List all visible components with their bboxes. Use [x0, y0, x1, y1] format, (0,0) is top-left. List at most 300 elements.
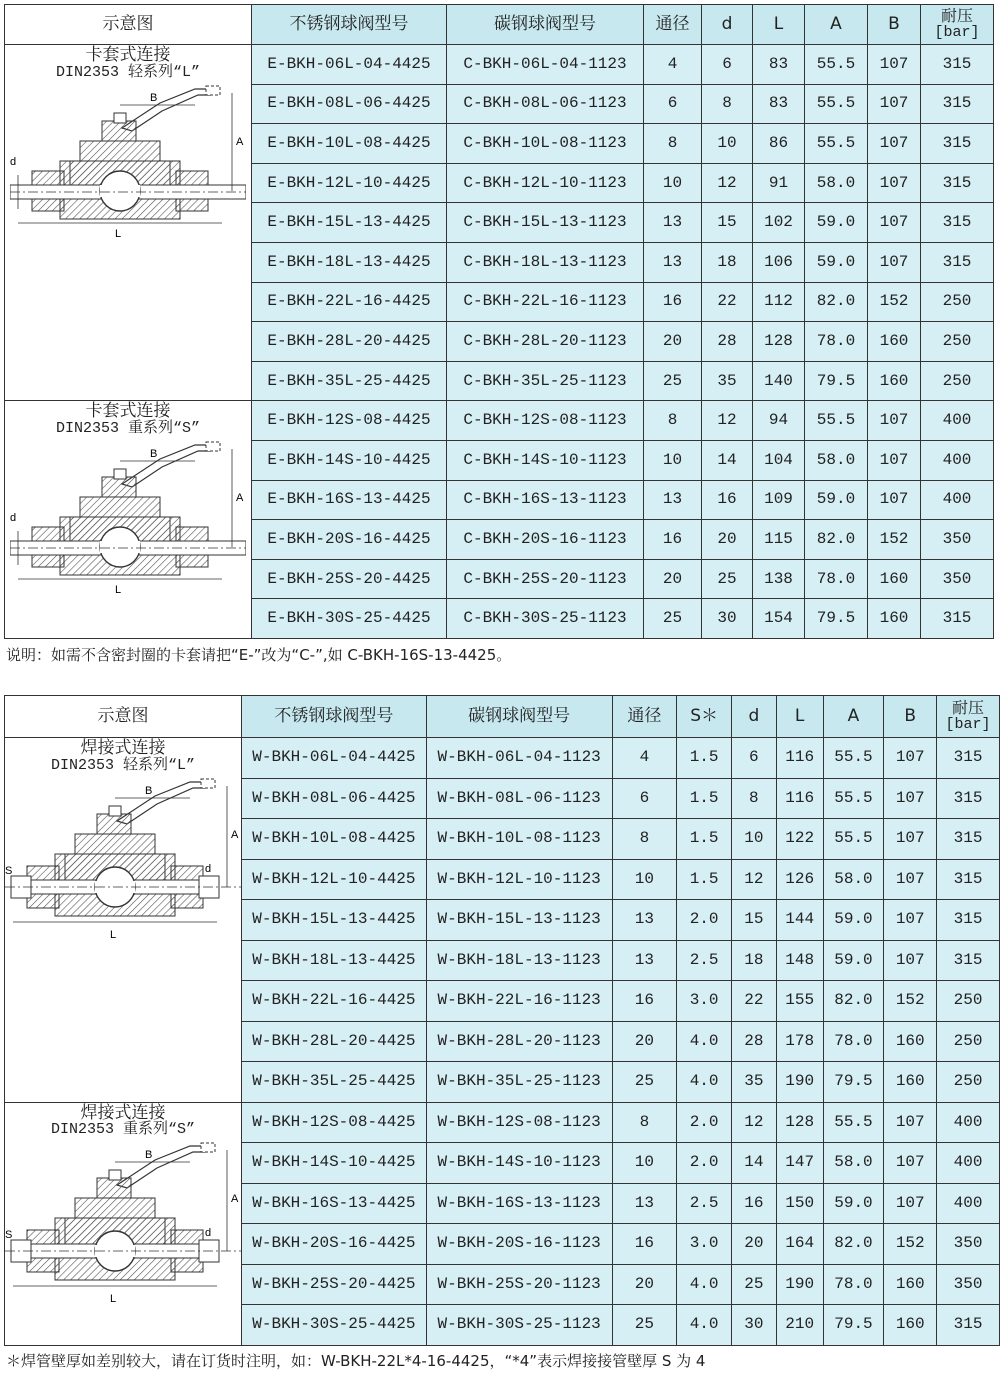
series-subtitle: DIN2353 重系列“S”	[50, 1121, 196, 1139]
table-cell: 152	[868, 282, 921, 322]
table-cell: 13	[612, 1183, 677, 1224]
table-cell: 107	[884, 859, 937, 900]
table-cell: W-BKH-14S-10-1123	[426, 1143, 612, 1184]
table-cell: C-BKH-35L-25-1123	[447, 361, 644, 401]
table-cell: 82.0	[805, 282, 868, 322]
header-d: d	[731, 696, 776, 738]
table-cell: 154	[753, 599, 805, 639]
table-cell: 59.0	[805, 203, 868, 243]
table-cell: 107	[868, 242, 921, 282]
table-cell: 55.5	[823, 819, 884, 860]
table-cell: C-BKH-12L-10-1123	[447, 163, 644, 203]
table-cell: E-BKH-30S-25-4425	[252, 599, 447, 639]
table-cell: 8	[731, 778, 776, 819]
valve-section-drawing	[5, 1140, 241, 1310]
header-figure: 示意图	[5, 5, 252, 45]
table-cell: W-BKH-08L-06-1123	[426, 778, 612, 819]
table-cell: 190	[776, 1062, 823, 1103]
table-cell: 107	[868, 401, 921, 441]
table-cell: 107	[868, 45, 921, 85]
table-cell: 14	[702, 440, 753, 480]
table-cell: 6	[731, 738, 776, 779]
table-cell: 155	[776, 981, 823, 1022]
table-cell: 55.5	[823, 738, 884, 779]
table-cell: 25	[702, 559, 753, 599]
table-cell: 78.0	[823, 1264, 884, 1305]
table-cell: 28	[702, 322, 753, 362]
table-cell: 22	[702, 282, 753, 322]
header-d: d	[702, 5, 753, 45]
table-cell: C-BKH-25S-20-1123	[447, 559, 644, 599]
table-cell: 55.5	[805, 84, 868, 124]
table-cell: 20	[644, 559, 702, 599]
table-cell: 25	[612, 1062, 677, 1103]
table-cell: 79.5	[805, 361, 868, 401]
table-cell: 78.0	[805, 559, 868, 599]
table-cell: W-BKH-06L-04-1123	[426, 738, 612, 779]
header-pressure	[937, 696, 1000, 738]
table-cell: W-BKH-12L-10-1123	[426, 859, 612, 900]
table-cell: 79.5	[823, 1062, 884, 1103]
table-cell: 25	[644, 599, 702, 639]
table-cell: 2.5	[677, 1183, 732, 1224]
table-cell: 82.0	[823, 1224, 884, 1265]
table-cell: E-BKH-15L-13-4425	[252, 203, 447, 243]
table-cell: E-BKH-10L-08-4425	[252, 124, 447, 164]
table-cell: 18	[731, 940, 776, 981]
table-cell: 315	[937, 900, 1000, 941]
table-cell: 107	[884, 1183, 937, 1224]
table-cell: C-BKH-06L-04-1123	[447, 45, 644, 85]
table-cell: 2.0	[677, 1143, 732, 1184]
dim-label-a: A	[231, 828, 239, 841]
dim-label-b: B	[150, 91, 158, 104]
table-cell: 315	[921, 84, 994, 124]
table-cell: W-BKH-30S-25-1123	[426, 1305, 612, 1346]
dim-label-s: S	[5, 1229, 13, 1242]
table-cell: C-BKH-16S-13-1123	[447, 480, 644, 520]
table-cell: 400	[937, 1143, 1000, 1184]
table-cell: 12	[702, 401, 753, 441]
header-l: L	[753, 5, 805, 45]
table-row	[5, 401, 994, 441]
table-cell: E-BKH-22L-16-4425	[252, 282, 447, 322]
table-cell: 400	[921, 480, 994, 520]
table-cell: 83	[753, 84, 805, 124]
table-cell: 160	[884, 1062, 937, 1103]
table-cell: 107	[884, 1102, 937, 1143]
table-cell: 13	[644, 480, 702, 520]
table-cell: 82.0	[805, 520, 868, 560]
header-carbon-model: 碳钢球阀型号	[426, 696, 612, 738]
table-cell: C-BKH-14S-10-1123	[447, 440, 644, 480]
table-row	[5, 1102, 1000, 1143]
dim-label-a: A	[236, 135, 244, 148]
table-cell: 55.5	[805, 401, 868, 441]
dim-label-b: B	[150, 447, 158, 460]
table-cell: 58.0	[823, 859, 884, 900]
table-cell: 178	[776, 1021, 823, 1062]
table-cell: 15	[731, 900, 776, 941]
table-cell: W-BKH-35L-25-4425	[242, 1062, 427, 1103]
table-cell: 86	[753, 124, 805, 164]
table-cell: 12	[731, 859, 776, 900]
table-cell: 1.5	[677, 738, 732, 779]
table-cell: 94	[753, 401, 805, 441]
valve-section-drawing	[10, 83, 246, 243]
table-cell: W-BKH-08L-06-4425	[242, 778, 427, 819]
table-cell: W-BKH-30S-25-4425	[242, 1305, 427, 1346]
table-cell: 116	[776, 778, 823, 819]
table-cell: 16	[612, 981, 677, 1022]
table-cell: 10	[702, 124, 753, 164]
table-cell: 152	[884, 1224, 937, 1265]
dim-label-l: L	[110, 1293, 117, 1306]
header-l: L	[776, 696, 823, 738]
table-cell: 160	[884, 1021, 937, 1062]
table-cell: 20	[702, 520, 753, 560]
table-cell: W-BKH-35L-25-1123	[426, 1062, 612, 1103]
table-cell: 16	[612, 1224, 677, 1265]
table1-note: 说明：如需不含密封圈的卡套请把“E-”改为“C-”,如 C-BKH-16S-13-4425。	[6, 646, 512, 664]
table-cell: 315	[921, 242, 994, 282]
table-cell: 25	[731, 1264, 776, 1305]
table-cell: 400	[921, 401, 994, 441]
table-cell: 8	[612, 819, 677, 860]
table-cell: 4.0	[677, 1305, 732, 1346]
table-cell: W-BKH-12S-08-1123	[426, 1102, 612, 1143]
table-cell: 107	[868, 163, 921, 203]
table-cell: 4	[612, 738, 677, 779]
table-cell: 107	[868, 84, 921, 124]
table-cell: 78.0	[805, 322, 868, 362]
table-header-row	[5, 696, 1000, 738]
table-cell: 128	[776, 1102, 823, 1143]
table-cell: W-BKH-28L-20-1123	[426, 1021, 612, 1062]
table-cell: 13	[612, 940, 677, 981]
connection-type-title: 卡套式连接	[85, 401, 171, 422]
connection-type-title: 焊接式连接	[80, 738, 166, 758]
table-cell: 106	[753, 242, 805, 282]
dim-label-b: B	[145, 784, 153, 797]
table-cell: E-BKH-18L-13-4425	[252, 242, 447, 282]
table-cell: C-BKH-28L-20-1123	[447, 322, 644, 362]
table-cell: C-BKH-22L-16-1123	[447, 282, 644, 322]
table-cell: 4.0	[677, 1021, 732, 1062]
table-cell: 107	[868, 480, 921, 520]
header-pressure	[921, 5, 994, 45]
table-cell: 250	[937, 1021, 1000, 1062]
table-cell: C-BKH-08L-06-1123	[447, 84, 644, 124]
table-cell: 160	[868, 599, 921, 639]
dim-label-l: L	[115, 583, 122, 596]
table-cell: 315	[937, 738, 1000, 779]
table-cell: 4	[644, 45, 702, 85]
table-cell: 1.5	[677, 778, 732, 819]
weld-ball-valve-table	[4, 695, 1000, 1346]
table-cell: 59.0	[805, 480, 868, 520]
table-cell: 20	[731, 1224, 776, 1265]
table-cell: 58.0	[805, 440, 868, 480]
table-cell: 140	[753, 361, 805, 401]
table-cell: 250	[921, 282, 994, 322]
table-cell: 116	[776, 738, 823, 779]
table-cell: 152	[868, 520, 921, 560]
header-stainless-model: 不锈钢球阀型号	[252, 5, 447, 45]
table-cell: W-BKH-06L-04-4425	[242, 738, 427, 779]
table-cell: 79.5	[823, 1305, 884, 1346]
table-cell: 18	[702, 242, 753, 282]
table-cell: 2.0	[677, 900, 732, 941]
series-subtitle: DIN2353 轻系列“L”	[50, 756, 196, 774]
table-cell: 350	[937, 1224, 1000, 1265]
table-cell: C-BKH-20S-16-1123	[447, 520, 644, 560]
header-bore: 通径	[612, 696, 677, 738]
table-cell: 55.5	[823, 1102, 884, 1143]
schematic-cell	[5, 738, 242, 1103]
table-cell: E-BKH-28L-20-4425	[252, 322, 447, 362]
table-cell: 315	[921, 45, 994, 85]
table-cell: W-BKH-25S-20-4425	[242, 1264, 427, 1305]
table-cell: W-BKH-12S-08-4425	[242, 1102, 427, 1143]
valve-section-drawing	[5, 776, 241, 946]
table-cell: E-BKH-20S-16-4425	[252, 520, 447, 560]
table-cell: 128	[753, 322, 805, 362]
table-cell: E-BKH-08L-06-4425	[252, 84, 447, 124]
table-cell: 126	[776, 859, 823, 900]
table-cell: 82.0	[823, 981, 884, 1022]
table-cell: 250	[921, 322, 994, 362]
table-cell: W-BKH-22L-16-1123	[426, 981, 612, 1022]
table-cell: 400	[937, 1183, 1000, 1224]
table-cell: E-BKH-12S-08-4425	[252, 401, 447, 441]
table-cell: 400	[921, 440, 994, 480]
table-cell: 147	[776, 1143, 823, 1184]
table-cell: 28	[731, 1021, 776, 1062]
table-cell: 315	[921, 124, 994, 164]
table-cell: 78.0	[823, 1021, 884, 1062]
table-cell: 115	[753, 520, 805, 560]
table-cell: 12	[731, 1102, 776, 1143]
table-cell: 13	[644, 242, 702, 282]
table-cell: 3.0	[677, 981, 732, 1022]
table-cell: W-BKH-18L-13-1123	[426, 940, 612, 981]
dim-label-d: d	[205, 1227, 212, 1240]
table-cell: 1.5	[677, 859, 732, 900]
table-cell: 2.0	[677, 1102, 732, 1143]
table-cell: 102	[753, 203, 805, 243]
table-cell: W-BKH-15L-13-1123	[426, 900, 612, 941]
table-cell: W-BKH-12L-10-4425	[242, 859, 427, 900]
table-cell: 10	[612, 859, 677, 900]
dim-label-l: L	[115, 227, 122, 240]
table-cell: 107	[884, 819, 937, 860]
header-bore: 通径	[644, 5, 702, 45]
table-cell: 150	[776, 1183, 823, 1224]
table-cell: 20	[612, 1021, 677, 1062]
table-cell: 250	[937, 1062, 1000, 1103]
connection-type-title: 卡套式连接	[85, 45, 171, 65]
table-cell: 107	[868, 440, 921, 480]
table-cell: W-BKH-14S-10-4425	[242, 1143, 427, 1184]
table-cell: W-BKH-10L-08-4425	[242, 819, 427, 860]
table-header-row	[5, 5, 994, 45]
header-pressure-label: 耐压	[952, 698, 985, 718]
table-cell: 35	[702, 361, 753, 401]
table-cell: 16	[644, 520, 702, 560]
dim-label-l: L	[110, 928, 117, 941]
table-cell: 10	[731, 819, 776, 860]
table-cell: W-BKH-28L-20-4425	[242, 1021, 427, 1062]
table-cell: 20	[612, 1264, 677, 1305]
table2-note: ＊焊管壁厚如差别较大，请在订货时注明，如：W-BKH-22L*4-16-4425，“*4”表示焊接接管壁厚 S 为 4	[6, 1352, 706, 1370]
table-cell: 55.5	[823, 778, 884, 819]
table-cell: 16	[731, 1183, 776, 1224]
header-a: A	[823, 696, 884, 738]
table-cell: W-BKH-18L-13-4425	[242, 940, 427, 981]
table-cell: E-BKH-12L-10-4425	[252, 163, 447, 203]
dim-label-a: A	[236, 491, 244, 504]
dim-label-d: d	[10, 511, 17, 524]
header-carbon-model: 碳钢球阀型号	[447, 5, 644, 45]
compression-ball-valve-table	[4, 4, 994, 639]
table-cell: 59.0	[823, 1183, 884, 1224]
table-cell: 107	[884, 1143, 937, 1184]
table-cell: 107	[884, 778, 937, 819]
table-cell: W-BKH-20S-16-4425	[242, 1224, 427, 1265]
valve-section-drawing	[10, 439, 246, 599]
table-cell: 16	[702, 480, 753, 520]
table-cell: W-BKH-16S-13-4425	[242, 1183, 427, 1224]
table-cell: 160	[868, 322, 921, 362]
header-a: A	[805, 5, 868, 45]
table-cell: 350	[937, 1264, 1000, 1305]
dim-label-b: B	[145, 1149, 153, 1162]
table-cell: 315	[921, 203, 994, 243]
table-cell: 160	[884, 1264, 937, 1305]
header-figure: 示意图	[5, 696, 242, 738]
table-cell: E-BKH-14S-10-4425	[252, 440, 447, 480]
table-cell: 160	[868, 559, 921, 599]
table-cell: 107	[868, 203, 921, 243]
table-cell: 315	[937, 778, 1000, 819]
table-cell: 4.0	[677, 1264, 732, 1305]
table-cell: 59.0	[805, 242, 868, 282]
table-cell: 25	[612, 1305, 677, 1346]
table-cell: 59.0	[823, 900, 884, 941]
table-cell: 315	[937, 1305, 1000, 1346]
table-cell: 164	[776, 1224, 823, 1265]
table-cell: 91	[753, 163, 805, 203]
table-cell: 8	[644, 401, 702, 441]
table-cell: 6	[612, 778, 677, 819]
table-cell: 13	[644, 203, 702, 243]
table-cell: 315	[937, 859, 1000, 900]
table-cell: 190	[776, 1264, 823, 1305]
table-cell: W-BKH-16S-13-1123	[426, 1183, 612, 1224]
table-cell: 2.5	[677, 940, 732, 981]
dim-label-d: d	[10, 155, 17, 168]
table-cell: 160	[868, 361, 921, 401]
table-cell: C-BKH-15L-13-1123	[447, 203, 644, 243]
table-cell: 400	[937, 1102, 1000, 1143]
table-row	[5, 738, 1000, 779]
header-b: B	[884, 696, 937, 738]
table-cell: W-BKH-15L-13-4425	[242, 900, 427, 941]
table-cell: 350	[921, 559, 994, 599]
table-cell: 55.5	[805, 124, 868, 164]
table-cell: C-BKH-12S-08-1123	[447, 401, 644, 441]
series-subtitle: DIN2353 轻系列“L”	[55, 63, 201, 81]
table-cell: 58.0	[805, 163, 868, 203]
table-cell: 104	[753, 440, 805, 480]
header-pressure-unit: [bar]	[945, 716, 991, 734]
table-cell: 6	[644, 84, 702, 124]
table-cell: 25	[644, 361, 702, 401]
table-cell: W-BKH-20S-16-1123	[426, 1224, 612, 1265]
table-cell: 250	[937, 981, 1000, 1022]
table-cell: 144	[776, 900, 823, 941]
table-cell: 8	[612, 1102, 677, 1143]
header-b: B	[868, 5, 921, 45]
table-cell: 16	[644, 282, 702, 322]
table-cell: 12	[702, 163, 753, 203]
table-cell: C-BKH-18L-13-1123	[447, 242, 644, 282]
table-cell: 107	[884, 738, 937, 779]
table-cell: 315	[937, 819, 1000, 860]
schematic-cell	[5, 1102, 242, 1345]
table-cell: 4.0	[677, 1062, 732, 1103]
dim-label-s: S	[5, 864, 13, 877]
table-cell: 13	[612, 900, 677, 941]
table-cell: 107	[868, 124, 921, 164]
table-cell: 6	[702, 45, 753, 85]
table-cell: 8	[702, 84, 753, 124]
table-cell: 109	[753, 480, 805, 520]
table-cell: 58.0	[823, 1143, 884, 1184]
table-cell: 30	[702, 599, 753, 639]
header-pressure-label: 耐压	[940, 6, 973, 26]
table-cell: 350	[921, 520, 994, 560]
dim-label-d: d	[205, 862, 212, 875]
table-cell: 79.5	[805, 599, 868, 639]
table-cell: 122	[776, 819, 823, 860]
table-cell: 10	[644, 440, 702, 480]
table-cell: E-BKH-16S-13-4425	[252, 480, 447, 520]
table-cell: 14	[731, 1143, 776, 1184]
table-cell: 152	[884, 981, 937, 1022]
table-cell: 315	[921, 163, 994, 203]
table-cell: 15	[702, 203, 753, 243]
schematic-cell	[5, 401, 252, 639]
table-cell: C-BKH-10L-08-1123	[447, 124, 644, 164]
table-cell: 1.5	[677, 819, 732, 860]
table-cell: 112	[753, 282, 805, 322]
table-cell: 210	[776, 1305, 823, 1346]
header-wall-thickness: S＊	[677, 696, 732, 738]
connection-type-title: 焊接式连接	[80, 1102, 166, 1123]
table-cell: E-BKH-25S-20-4425	[252, 559, 447, 599]
table-cell: 8	[644, 124, 702, 164]
table-cell: 315	[937, 940, 1000, 981]
table-cell: C-BKH-30S-25-1123	[447, 599, 644, 639]
table-cell: 35	[731, 1062, 776, 1103]
series-subtitle: DIN2353 重系列“S”	[55, 420, 201, 438]
table-cell: W-BKH-25S-20-1123	[426, 1264, 612, 1305]
dim-label-a: A	[231, 1193, 239, 1206]
table-cell: 250	[921, 361, 994, 401]
table-row	[5, 45, 994, 85]
